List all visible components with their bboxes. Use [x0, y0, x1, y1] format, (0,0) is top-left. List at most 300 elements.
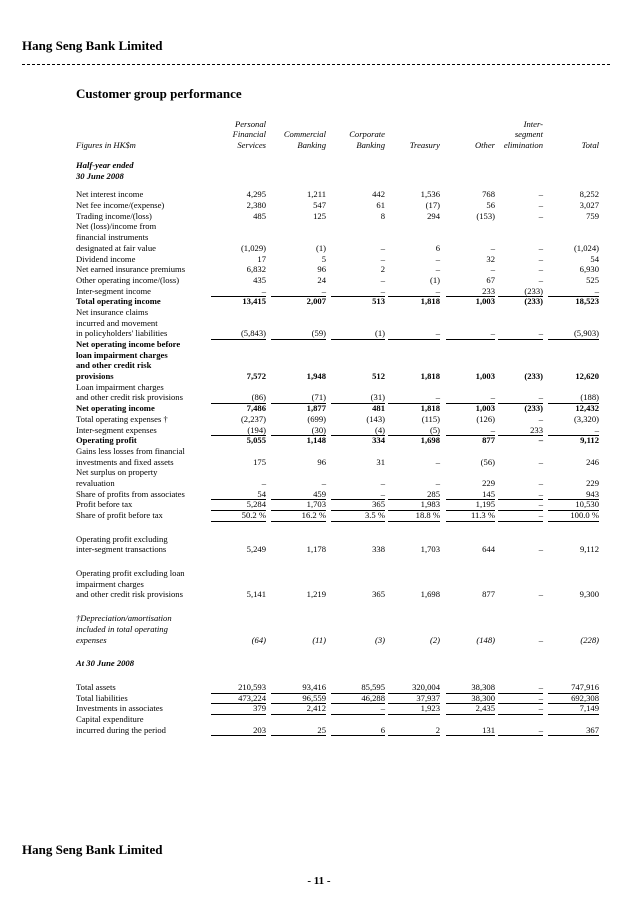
row-value: (59) — [271, 328, 326, 340]
row-label: Gains less losses from financial — [76, 445, 185, 456]
row-value: 759 — [586, 210, 599, 221]
row-value: (1) — [315, 242, 326, 253]
row-value: 229 — [482, 477, 495, 488]
row-value: 85,595 — [331, 682, 385, 694]
table-row — [76, 371, 602, 382]
row-value: (3,320) — [573, 413, 599, 424]
row-value: 18.8 % — [388, 510, 440, 522]
table-row — [76, 446, 602, 457]
row-label: Operating profit — [76, 435, 137, 446]
row-label: Investments in associates — [76, 703, 163, 714]
row-label: Total liabilities — [76, 692, 128, 703]
row-value: 1,195 — [446, 499, 495, 511]
header-other: Other — [474, 139, 495, 150]
row-label: Inter-segment expenses — [76, 424, 157, 435]
row-value: 96,559 — [271, 693, 326, 705]
row-value: 320,004 — [388, 682, 440, 694]
row-value: 5,141 — [246, 589, 266, 600]
row-value: 435 — [253, 274, 266, 285]
row-value: 46,288 — [331, 693, 385, 705]
row-value: 96 — [317, 264, 326, 275]
header-inter-segment: Inter- segment elimination — [503, 118, 543, 150]
row-value: 5,284 — [211, 499, 266, 511]
row-label: Operating profit excluding — [76, 533, 168, 544]
table-row — [76, 534, 602, 545]
row-label: incurred and movement — [76, 317, 158, 328]
table-row — [76, 693, 602, 704]
row-value: (30) — [271, 425, 326, 437]
row-label: inter-segment transactions — [76, 544, 167, 555]
table-body — [76, 160, 602, 735]
page-number: - 11 - — [307, 875, 331, 887]
row-value: 6,832 — [246, 264, 266, 275]
row-value: 9,112 — [580, 435, 599, 446]
row-spacer — [76, 555, 602, 568]
row-value: 768 — [482, 189, 495, 200]
row-value: – — [538, 210, 543, 221]
header-total: Total — [581, 139, 599, 150]
row-value: – — [538, 200, 543, 211]
table-row — [76, 382, 602, 393]
row-value: (153) — [476, 210, 495, 221]
row-label: Loan impairment charges — [76, 381, 164, 392]
row-label: Net surplus on property — [76, 467, 158, 478]
table-row — [76, 318, 602, 329]
row-value: 131 — [446, 725, 495, 737]
table-row — [76, 211, 602, 222]
row-value: 1,178 — [306, 544, 326, 555]
row-value: (188) — [548, 392, 599, 404]
table-row — [76, 568, 602, 579]
row-value: 233 — [498, 425, 543, 437]
row-value: (3) — [374, 634, 385, 645]
row-value: – — [435, 456, 440, 467]
row-label: Operating profit excluding loan — [76, 568, 185, 579]
table-row — [76, 254, 602, 265]
row-value: – — [538, 435, 543, 446]
row-value: 9,300 — [579, 589, 599, 600]
row-value: 38,300 — [446, 693, 495, 705]
row-value: 3.5 % — [331, 510, 385, 522]
row-value: (228) — [580, 634, 599, 645]
table-row — [76, 725, 602, 736]
row-value: – — [538, 264, 543, 275]
row-label: Share of profit before tax — [76, 510, 163, 520]
row-value: 125 — [313, 210, 326, 221]
row-value: (233) — [524, 403, 543, 414]
row-value: 525 — [586, 274, 599, 285]
header-rule — [22, 64, 610, 65]
row-label: Net operating income before — [76, 339, 181, 349]
row-value: 877 — [482, 589, 495, 600]
row-label: 30 June 2008 — [76, 170, 124, 181]
row-label: Net operating income — [76, 403, 155, 414]
table-row — [76, 286, 602, 297]
row-value: 481 — [372, 403, 385, 414]
row-value: 24 — [317, 274, 326, 285]
row-value: (64) — [251, 634, 266, 645]
row-value: – — [388, 392, 440, 404]
row-value: 943 — [548, 489, 599, 501]
row-value: 877 — [482, 435, 495, 446]
row-value: 338 — [372, 544, 385, 555]
row-value: 96 — [317, 456, 326, 467]
row-label: and other credit risk provisions — [76, 589, 183, 600]
row-value: 11.3 % — [446, 510, 495, 522]
row-value: 233 — [446, 286, 495, 298]
row-value: 1,818 — [420, 403, 440, 414]
row-spacer — [76, 521, 602, 534]
table-row — [76, 221, 602, 232]
header-treasury: Treasury — [409, 139, 440, 150]
row-spacer — [76, 600, 602, 613]
row-value: (126) — [476, 413, 495, 424]
row-value: 285 — [388, 489, 440, 501]
row-value: 294 — [427, 210, 440, 221]
row-value: – — [538, 413, 543, 424]
row-value: 1,536 — [420, 189, 440, 200]
row-value: – — [380, 477, 385, 488]
row-value: 2,007 — [306, 296, 326, 307]
row-value: – — [435, 477, 440, 488]
table-row — [76, 589, 602, 600]
header-corporate: Corporate Banking — [349, 129, 385, 150]
row-value: (5,903) — [548, 328, 599, 340]
row-value: 1,923 — [388, 703, 440, 715]
row-value: (194) — [211, 425, 266, 437]
row-value: 2 — [380, 264, 385, 275]
row-value: – — [261, 477, 266, 488]
row-value: 175 — [253, 456, 266, 467]
row-value: (1,029) — [240, 242, 266, 253]
row-value: 5,055 — [246, 435, 266, 446]
row-value: 2,412 — [271, 703, 326, 715]
row-label: revaluation — [76, 477, 115, 488]
table-row — [76, 478, 602, 489]
row-value: 365 — [372, 589, 385, 600]
table-row — [76, 682, 602, 693]
table-row — [76, 658, 602, 669]
row-value: – — [538, 242, 543, 253]
table-row — [76, 307, 602, 318]
table-row — [76, 635, 602, 646]
row-value: – — [498, 693, 543, 705]
row-label: Profit before tax — [76, 499, 133, 510]
table-row — [76, 392, 602, 403]
table-row — [76, 275, 602, 286]
row-value: (56) — [480, 456, 495, 467]
row-label: Inter-segment income — [76, 285, 151, 296]
table-row — [76, 264, 602, 275]
row-value: 50.2 % — [211, 510, 266, 522]
row-value: 12,432 — [575, 403, 599, 414]
row-value: 25 — [271, 725, 326, 737]
row-value: – — [538, 589, 543, 600]
row-value: 10,530 — [548, 499, 599, 511]
row-value: – — [548, 425, 599, 437]
table-row — [76, 414, 602, 425]
table-row — [76, 499, 602, 510]
row-value: (233) — [524, 296, 543, 307]
row-value: 145 — [446, 489, 495, 501]
row-value: 1,698 — [420, 589, 440, 600]
row-value: – — [331, 489, 385, 501]
row-value: – — [498, 328, 543, 340]
row-value: 547 — [313, 200, 326, 211]
row-label: Net interest income — [76, 189, 144, 200]
row-value: 379 — [211, 703, 266, 715]
row-value: – — [538, 544, 543, 555]
row-label: included in total operating — [76, 623, 168, 634]
table-row — [76, 200, 602, 211]
row-value: – — [331, 703, 385, 715]
row-value: 8 — [380, 210, 385, 221]
row-value: 1,219 — [306, 589, 326, 600]
row-value: 1,698 — [420, 435, 440, 446]
row-value: 7,572 — [246, 371, 266, 382]
performance-table — [76, 110, 602, 735]
row-value: – — [490, 242, 495, 253]
row-label: Net earned insurance premiums — [76, 264, 186, 275]
row-label: financial instruments — [76, 232, 149, 243]
row-value: – — [435, 253, 440, 264]
row-value: (5,843) — [211, 328, 266, 340]
row-value: – — [271, 286, 326, 298]
table-row — [76, 457, 602, 468]
row-value: 6,930 — [579, 264, 599, 275]
row-value: 54 — [590, 253, 599, 264]
row-value: 5 — [321, 253, 326, 264]
row-value: – — [498, 489, 543, 501]
table-row — [76, 160, 602, 171]
row-value: 1,948 — [306, 371, 326, 382]
row-value: 246 — [586, 456, 599, 467]
table-row — [76, 296, 602, 307]
row-value: (31) — [331, 392, 385, 404]
row-value: (4) — [331, 425, 385, 437]
row-value: – — [498, 725, 543, 737]
row-value: – — [538, 274, 543, 285]
header-commercial: Commercial Banking — [283, 129, 326, 150]
row-value: – — [380, 242, 385, 253]
row-value: 31 — [376, 456, 385, 467]
footer-company: Hang Seng Bank Limited — [22, 842, 163, 857]
row-value: – — [446, 392, 495, 404]
row-label: loan impairment charges — [76, 349, 168, 360]
row-value: (1,024) — [573, 242, 599, 253]
row-value: 485 — [253, 210, 266, 221]
table-row — [76, 489, 602, 500]
row-value: 442 — [372, 189, 385, 200]
table-row — [76, 403, 602, 414]
table-row — [76, 613, 602, 624]
row-value: (143) — [366, 413, 385, 424]
row-value: (2) — [429, 634, 440, 645]
table-row — [76, 624, 602, 635]
row-value: 54 — [211, 489, 266, 501]
row-label: provisions — [76, 371, 114, 382]
row-value: 4,295 — [246, 189, 266, 200]
row-label: Total operating income — [76, 296, 161, 307]
row-value: 2,435 — [446, 703, 495, 715]
row-label: designated at fair value — [76, 242, 156, 253]
row-value: 61 — [376, 200, 385, 211]
row-value: 6 — [435, 242, 440, 253]
header-company: Hang Seng Bank Limited — [22, 38, 163, 53]
row-value: 210,593 — [211, 682, 266, 694]
row-value: 459 — [271, 489, 326, 501]
row-label: in policyholders' liabilities — [76, 328, 168, 339]
row-label: impairment charges — [76, 578, 144, 589]
table-row — [76, 232, 602, 243]
row-value: 692,308 — [548, 693, 599, 705]
row-value: 17 — [257, 253, 266, 264]
row-label: Total assets — [76, 681, 116, 692]
row-value: 1,877 — [306, 403, 326, 414]
row-value: (148) — [476, 634, 495, 645]
row-value: (233) — [524, 371, 543, 382]
row-value: 5,249 — [246, 544, 266, 555]
row-value: 512 — [372, 371, 385, 382]
row-value: 1,703 — [271, 499, 326, 511]
row-value: (1) — [429, 274, 440, 285]
row-value: (1) — [331, 328, 385, 340]
row-value: (5) — [388, 425, 440, 437]
row-value: – — [498, 682, 543, 694]
row-value: 32 — [486, 253, 495, 264]
table-row — [76, 171, 602, 182]
row-value: – — [538, 189, 543, 200]
row-value: 1,003 — [475, 296, 495, 307]
row-label: Dividend income — [76, 253, 136, 264]
row-spacer — [76, 645, 602, 658]
row-value: 747,916 — [548, 682, 599, 694]
row-value: – — [211, 286, 266, 298]
row-value: 334 — [372, 435, 385, 446]
table-row — [76, 339, 602, 350]
row-value: 9,112 — [579, 544, 599, 555]
row-value: 56 — [486, 200, 495, 211]
row-spacer — [76, 669, 602, 682]
table-row — [76, 243, 602, 254]
row-value: (2,237) — [240, 413, 266, 424]
row-value: – — [538, 456, 543, 467]
row-value: 2 — [388, 725, 440, 737]
row-value: 37,937 — [388, 693, 440, 705]
row-value: – — [498, 392, 543, 404]
row-value: 229 — [586, 477, 599, 488]
row-value: 513 — [372, 296, 385, 307]
row-value: – — [498, 703, 543, 715]
row-value: (699) — [307, 413, 326, 424]
row-value: 13,415 — [242, 296, 266, 307]
row-value: 6 — [331, 725, 385, 737]
table-row — [76, 467, 602, 478]
row-value: – — [331, 286, 385, 298]
row-value: 12,620 — [575, 371, 599, 382]
row-value: 16.2 % — [271, 510, 326, 522]
row-value: 8,252 — [579, 189, 599, 200]
table-row — [76, 328, 602, 339]
row-value: 7,486 — [246, 403, 266, 414]
row-label: investments and fixed assets — [76, 456, 174, 467]
table-row — [76, 435, 602, 446]
row-value: 38,308 — [446, 682, 495, 694]
row-value: – — [498, 510, 543, 522]
row-label: Net (loss)/income from — [76, 221, 157, 232]
row-value: – — [321, 477, 326, 488]
header-figures-label: Figures in HK$m — [76, 139, 136, 150]
row-value: – — [380, 274, 385, 285]
table-row — [76, 189, 602, 200]
row-value: 93,416 — [271, 682, 326, 694]
row-value: 1,211 — [306, 189, 326, 200]
row-value: – — [538, 253, 543, 264]
table-row — [76, 703, 602, 714]
row-label: and other credit risk — [76, 360, 152, 371]
row-value: 203 — [211, 725, 266, 737]
row-value: – — [548, 286, 599, 298]
row-value: 1,148 — [306, 435, 326, 446]
row-value: – — [490, 264, 495, 275]
row-value: 1,818 — [420, 296, 440, 307]
row-value: 7,149 — [548, 703, 599, 715]
table-row — [76, 425, 602, 436]
row-value: – — [446, 328, 495, 340]
table-row — [76, 544, 602, 555]
row-value: – — [446, 425, 495, 437]
header-personal: Personal Financial Services — [232, 118, 266, 150]
row-value: 2,380 — [246, 200, 266, 211]
row-value: – — [538, 634, 543, 645]
table-row — [76, 350, 602, 361]
row-value: 67 — [486, 274, 495, 285]
row-value: (86) — [211, 392, 266, 404]
row-value: – — [538, 477, 543, 488]
row-value: – — [380, 253, 385, 264]
row-value: (115) — [421, 413, 440, 424]
section-title: Customer group performance — [76, 86, 242, 101]
row-label: Net fee income/(expense) — [76, 200, 165, 211]
row-value: 1,983 — [388, 499, 440, 511]
row-value: 473,224 — [211, 693, 266, 705]
row-value: (233) — [498, 286, 543, 298]
row-label: Trading income/(loss) — [76, 210, 152, 221]
row-value: 1,003 — [475, 371, 495, 382]
row-value: 3,027 — [579, 200, 599, 211]
row-label: Total operating expenses † — [76, 413, 168, 424]
row-value: 18,523 — [575, 296, 599, 307]
row-value: – — [435, 264, 440, 275]
row-label: expenses — [76, 634, 107, 645]
row-value: (71) — [271, 392, 326, 404]
row-value: (17) — [425, 200, 440, 211]
row-label: Other operating income/(loss) — [76, 274, 180, 285]
row-spacer — [76, 181, 602, 189]
row-value: (11) — [312, 634, 326, 645]
row-value: 365 — [331, 499, 385, 511]
row-value: 1,003 — [475, 403, 495, 414]
table-header — [76, 110, 602, 150]
row-value: – — [498, 499, 543, 511]
row-label: and other credit risk provisions — [76, 392, 183, 403]
row-value: 1,703 — [420, 544, 440, 555]
row-value: 367 — [548, 725, 599, 737]
row-label: †Depreciation/amortisation — [76, 613, 172, 624]
row-value: 1,818 — [420, 371, 440, 382]
table-row — [76, 510, 602, 521]
row-value: 100.0 % — [548, 510, 599, 522]
